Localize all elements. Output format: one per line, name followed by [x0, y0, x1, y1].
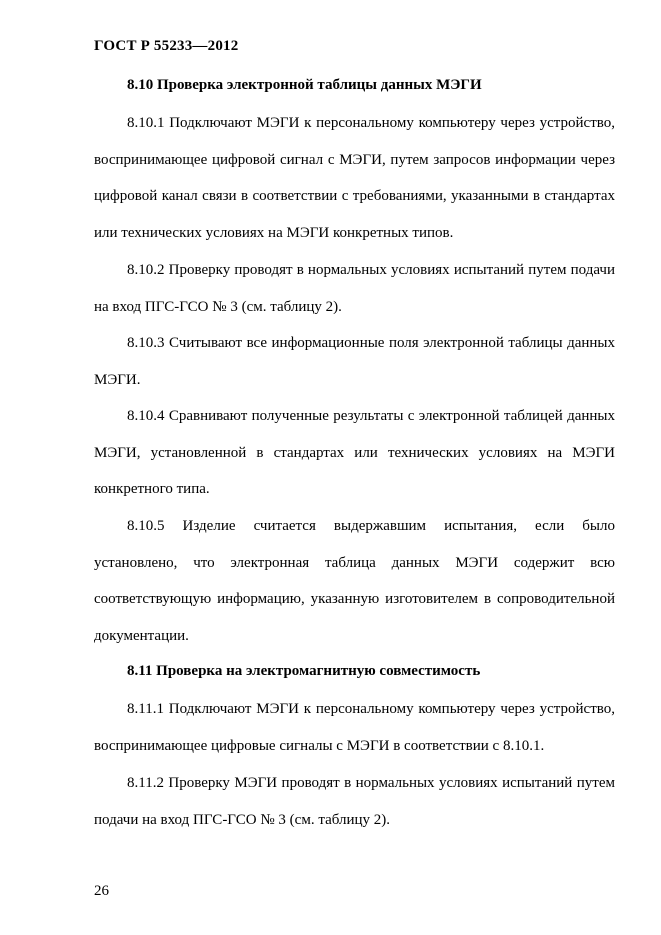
section-heading-8-10: 8.10 Проверка электронной таблицы данных МЭГИ — [127, 77, 482, 93]
paragraph-8-10-4: 8.10.4 Сравнивают полученные результаты с электронной таблицей данных МЭГИ, установленной в стандартах или технических условиях на МЭГИ конкретного типа. — [94, 408, 615, 498]
paragraph-8-10-3: 8.10.3 Считывают все информационные поля электронной таблицы данных МЭГИ. — [94, 335, 615, 388]
page-number: 26 — [94, 883, 109, 899]
paragraph-8-10-5: 8.10.5 Изделие считается выдержавшим испытания, если было установлено, что электронная таблица данных МЭГИ содержит всю соответствующую информацию, указанную изготовителем в сопроводительной документации. — [94, 518, 615, 645]
paragraph-8-10-2: 8.10.2 Проверку проводят в нормальных условиях испытаний путем подачи на вход ПГС-ГСО № 3 (см. таблицу 2). — [94, 262, 615, 315]
paragraph-8-11-1: 8.11.1 Подключают МЭГИ к персональному компьютеру через устройство, воспринимающее цифровые сигналы с МЭГИ в соответствии с 8.10.1. — [94, 701, 615, 754]
paragraph-8-11-2: 8.11.2 Проверку МЭГИ проводят в нормальных условиях испытаний путем подачи на вход ПГС-ГСО № 3 (см. таблицу 2). — [94, 775, 615, 828]
section-heading-8-11: 8.11 Проверка на электромагнитную совместимость — [127, 663, 481, 679]
paragraph-8-10-1: 8.10.1 Подключают МЭГИ к персональному компьютеру через устройство, воспринимающее цифровой сигнал с МЭГИ, путем запросов информации через цифровой канал связи в соответствии с требованиями, указанными в стандартах или технических условиях на МЭГИ конкретных типов. — [94, 115, 615, 242]
document-header: ГОСТ Р 55233—2012 — [94, 38, 239, 54]
